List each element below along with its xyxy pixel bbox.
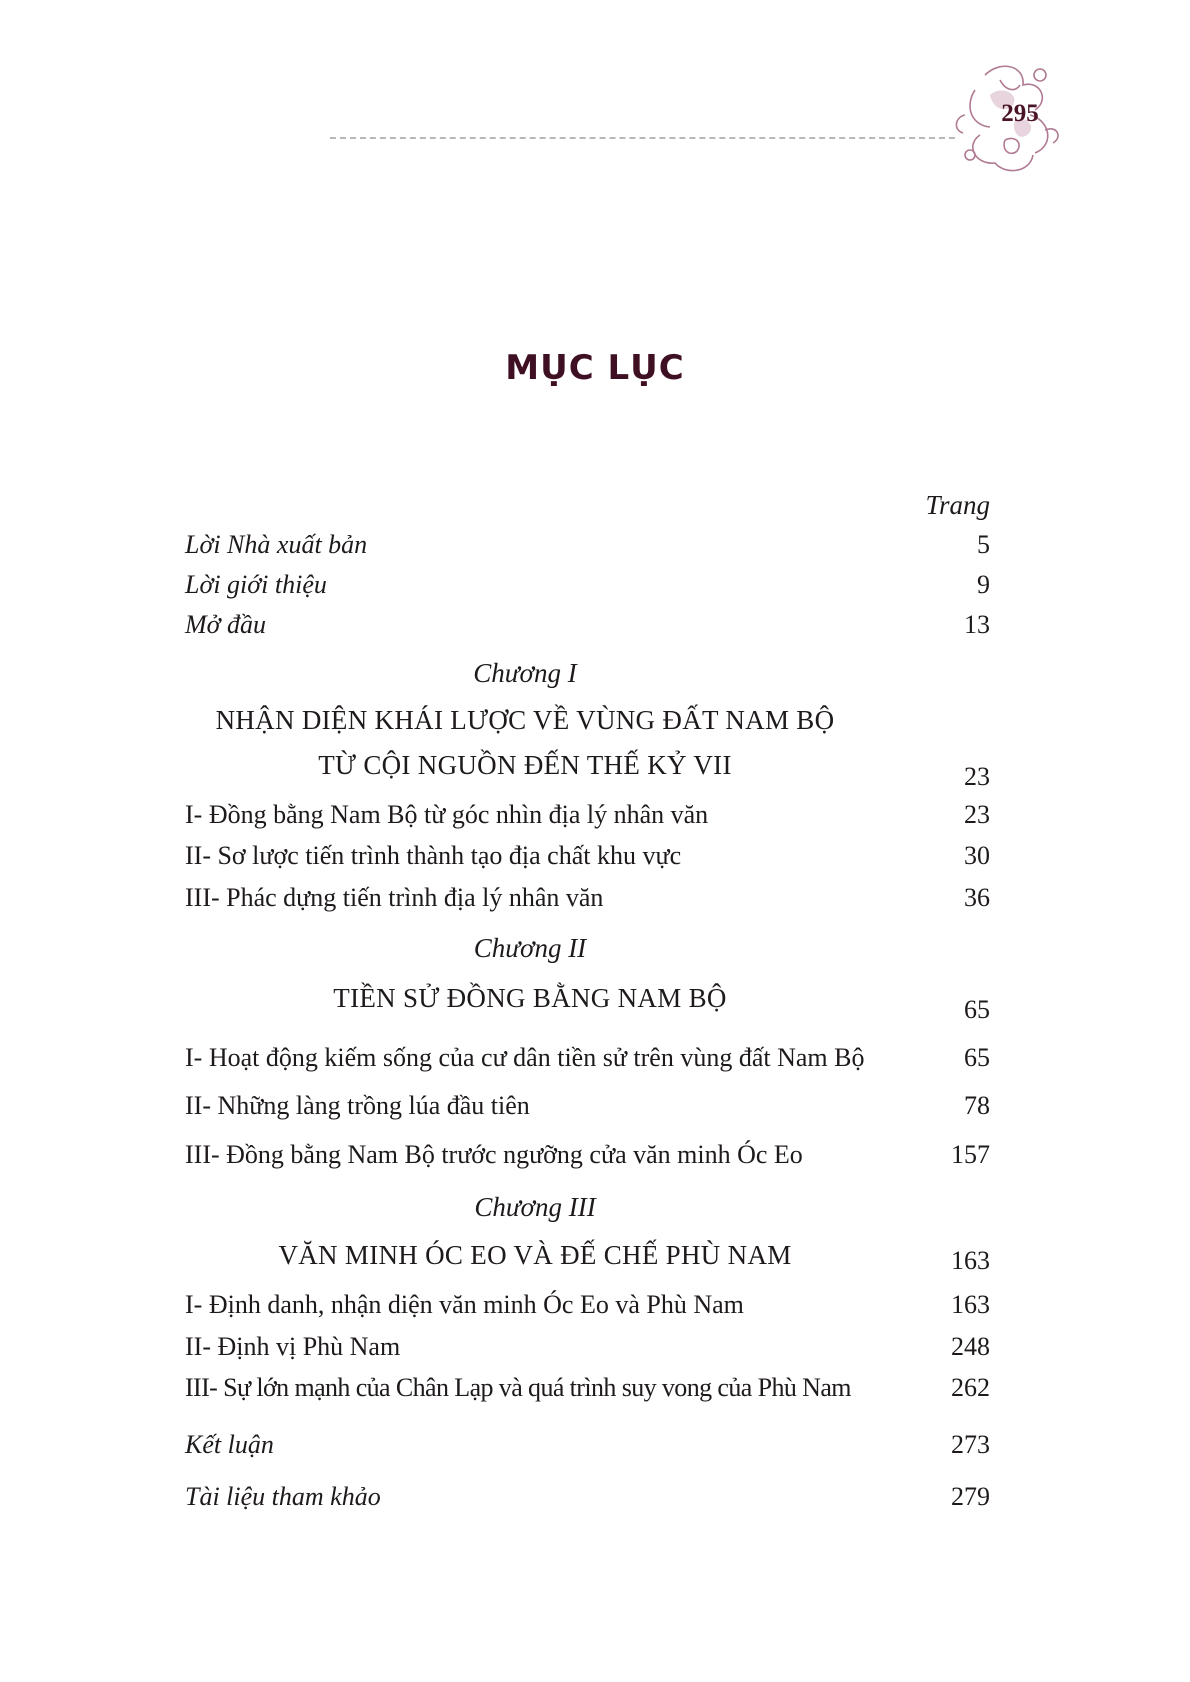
toc-entry[interactable] xyxy=(0,1430,1190,1464)
toc-entry-label: I- Hoạt động kiếm sống của cư dân tiền sử trên vùng đất Nam Bộ xyxy=(185,1043,865,1072)
toc-entry[interactable] xyxy=(0,1091,1190,1125)
toc-entry[interactable] xyxy=(0,1043,1190,1077)
toc-entry[interactable] xyxy=(0,1290,1190,1324)
toc-entry-label: I- Đồng bằng Nam Bộ từ góc nhìn địa lý nhân văn xyxy=(185,800,709,829)
toc-entry-label: Tài liệu tham khảo xyxy=(185,1482,381,1511)
toc-entry-label: Kết luận xyxy=(185,1430,274,1459)
toc-entry-label: III- Đồng bằng Nam Bộ trước ngưỡng cửa văn minh Óc Eo xyxy=(185,1140,803,1169)
toc-entry-page: 163 xyxy=(951,1290,990,1319)
chapter-page: 163 xyxy=(951,1246,990,1275)
toc-entry-page: 65 xyxy=(964,1043,990,1072)
chapter-heading: Chương I xyxy=(473,658,577,688)
toc-entry-page: 78 xyxy=(964,1091,990,1120)
chapter-title[interactable]: VĂN MINH ÓC EO VÀ ĐẾ CHẾ PHÙ NAM xyxy=(278,1240,792,1270)
toc-entry-label: II- Những làng trồng lúa đầu tiên xyxy=(185,1091,530,1120)
chapter-heading: Chương II xyxy=(473,933,587,963)
chapter-title[interactable]: TIỀN SỬ ĐỒNG BẰNG NAM BỘ xyxy=(333,983,727,1013)
toc-entry-page: 157 xyxy=(951,1140,990,1169)
toc-entry[interactable] xyxy=(0,610,1190,644)
toc-entry-label: II- Sơ lược tiến trình thành tạo địa chất khu vực xyxy=(185,841,682,870)
toc-entry-page: 23 xyxy=(964,800,990,829)
page-number: 295 xyxy=(1001,100,1039,127)
toc-entry[interactable] xyxy=(0,1332,1190,1366)
toc-entry[interactable] xyxy=(0,883,1190,917)
header-rule xyxy=(330,137,955,139)
chapter-page: 65 xyxy=(964,995,990,1024)
toc-entry-label: Lời giới thiệu xyxy=(185,570,327,599)
toc-entry[interactable] xyxy=(0,530,1190,564)
toc-entry-page: 5 xyxy=(977,530,990,559)
toc-title: MỤC LỤC xyxy=(505,348,685,388)
page-column-label: Trang xyxy=(925,490,990,520)
toc-entry-page: 36 xyxy=(964,883,990,912)
toc-entry-page: 30 xyxy=(964,841,990,870)
toc-entry-page: 279 xyxy=(951,1482,990,1511)
toc-entry[interactable] xyxy=(0,841,1190,875)
toc-entry-label: Lời Nhà xuất bản xyxy=(185,530,368,559)
toc-entry-page: 9 xyxy=(977,570,990,599)
toc-entry[interactable] xyxy=(0,1140,1190,1174)
toc-entry-page: 273 xyxy=(951,1430,990,1459)
toc-entry-label: Mở đầu xyxy=(185,610,267,639)
chapter-title[interactable]: TỪ CỘI NGUỒN ĐẾN THẾ KỶ VII xyxy=(318,750,732,780)
chapter-title[interactable]: NHẬN DIỆN KHÁI LƯỢC VỀ VÙNG ĐẤT NAM BỘ xyxy=(215,705,835,735)
toc-entry-label: III- Phác dựng tiến trình địa lý nhân văn xyxy=(185,883,604,912)
toc-entry-label: II- Định vị Phù Nam xyxy=(185,1332,401,1361)
toc-entry-page: 262 xyxy=(951,1373,990,1402)
toc-entry[interactable] xyxy=(0,800,1190,834)
toc-entry-label: III- Sự lớn mạnh của Chân Lạp và quá trình suy vong của Phù Nam xyxy=(185,1373,851,1402)
toc-entry-page: 248 xyxy=(951,1332,990,1361)
toc-entry[interactable] xyxy=(0,570,1190,604)
toc-entry-label: I- Định danh, nhận diện văn minh Óc Eo và Phù Nam xyxy=(185,1290,744,1319)
toc-entry[interactable] xyxy=(0,1373,1190,1407)
toc-entry[interactable] xyxy=(0,1482,1190,1516)
toc-entry-page: 13 xyxy=(964,610,990,639)
chapter-page: 23 xyxy=(964,762,990,791)
chapter-heading: Chương III xyxy=(474,1192,596,1222)
